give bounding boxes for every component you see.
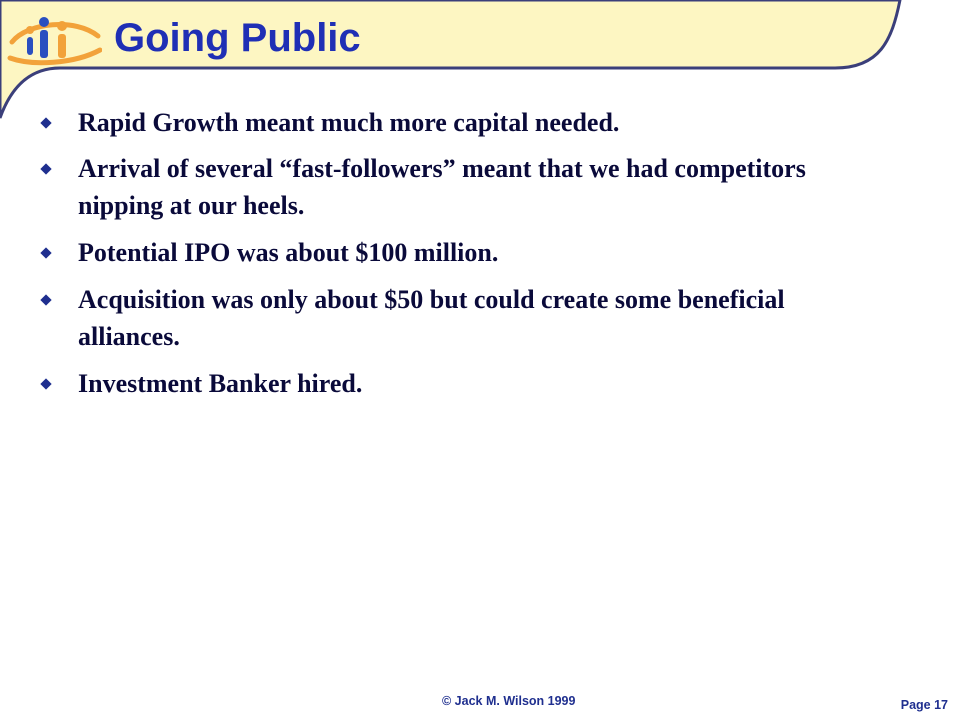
diamond-bullet-icon (40, 117, 51, 128)
copyright-footer: © Jack M. Wilson 1999 (442, 694, 576, 708)
slide-title: Going Public (114, 16, 361, 60)
bullet-item (36, 104, 816, 141)
bullet-item (36, 234, 816, 271)
bullet-item (36, 150, 816, 224)
bullet-text: Potential IPO was about $100 million. (78, 238, 499, 267)
bullet-item (36, 281, 816, 355)
diamond-bullet-icon (40, 294, 51, 305)
institute-logo (6, 8, 102, 72)
page-number: Page 17 (900, 698, 948, 712)
bullet-text: Rapid Growth meant much more capital needed. (78, 108, 620, 137)
diamond-bullet-icon (40, 247, 51, 258)
diamond-bullet-icon (40, 378, 51, 389)
bullet-list (36, 104, 816, 402)
bullet-text: Arrival of several “fast-followers” meant that we had competitors nipping at our heels. (78, 154, 806, 220)
bullet-text: Investment Banker hired. (78, 369, 363, 398)
bullet-item (36, 365, 816, 402)
bullet-text: Acquisition was only about $50 but could create some beneficial alliances. (78, 285, 785, 351)
diamond-bullet-icon (40, 163, 51, 174)
